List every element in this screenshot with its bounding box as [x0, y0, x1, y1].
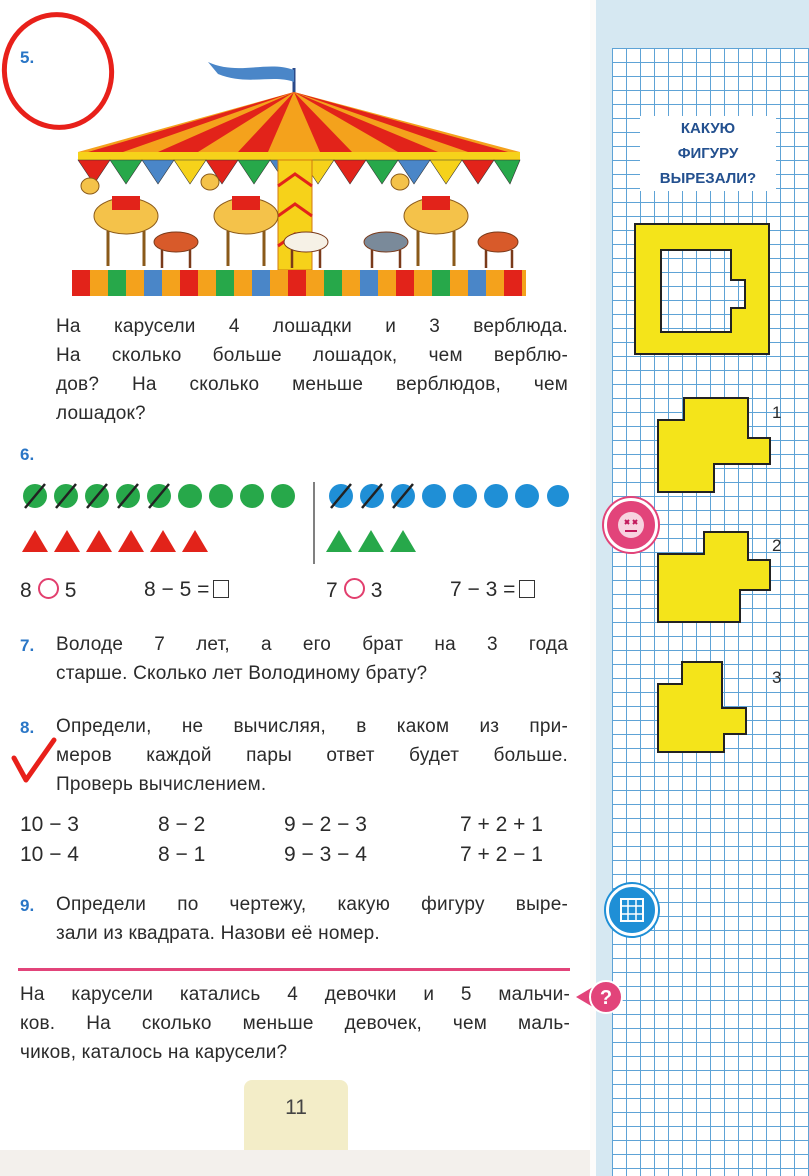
task-5-line-3: дов? На сколько меньше верблюдов, чем — [56, 374, 568, 395]
task-6-left-b: 5 — [64, 579, 77, 602]
bonus-line-2: ков. На сколько меньше девочек, чем маль- — [20, 1013, 570, 1034]
bonus-task-text — [20, 980, 570, 1067]
task-6-right-a: 7 — [326, 579, 338, 602]
task-7-text — [56, 630, 568, 688]
compare-circle[interactable] — [38, 578, 59, 599]
answer-box[interactable] — [519, 580, 535, 598]
page-number-tab — [244, 1080, 348, 1150]
example: 8 − 2 — [158, 813, 206, 836]
example: 7 + 2 − 1 — [460, 843, 543, 866]
task-9-text — [56, 890, 568, 948]
task-6-number: 6. — [20, 445, 35, 464]
task-6-left-compare — [20, 578, 76, 603]
shape-option-2 — [656, 530, 774, 624]
bonus-line-1: На карусели катались 4 девочки и 5 мальчи- — [20, 984, 570, 1005]
shape-option-1 — [656, 396, 774, 494]
task-6-left-a: 8 — [20, 579, 32, 602]
task-8-text — [56, 712, 568, 799]
sidebar-title-line: КАКУЮ — [680, 120, 736, 137]
handwritten-check-mark — [10, 736, 58, 786]
carousel-illustration — [68, 56, 530, 306]
task-6-figure — [18, 478, 570, 564]
task-7-line-1: Володе 7 лет, а его брат на 3 года — [56, 634, 568, 655]
task-8-line-3: Проверь вычислением. — [56, 774, 267, 795]
example-col-3 — [284, 810, 414, 870]
sidebar-title-line: ФИГУРУ — [677, 145, 739, 162]
grid-icon[interactable] — [606, 884, 658, 936]
example: 9 − 3 − 4 — [284, 843, 367, 866]
bonus-line-3: чиков, каталось на карусели? — [20, 1042, 288, 1063]
task-9-number: 9. — [20, 896, 35, 915]
question-marker-icon[interactable] — [574, 972, 626, 1022]
task-6-right-compare — [326, 578, 382, 603]
task-9-line-2: зали из квадрата. Назови её номер. — [56, 923, 380, 944]
shape-option-3 — [656, 660, 750, 754]
example: 10 − 3 — [20, 813, 79, 836]
task-5-number: 5. — [20, 48, 35, 67]
task-6-right-equation — [450, 578, 535, 602]
example-col-2 — [158, 810, 258, 870]
sidebar-title-line: ВЫРЕЗАЛИ? — [659, 170, 757, 187]
question-mark: ? — [599, 987, 613, 1009]
example: 7 + 2 + 1 — [460, 813, 543, 836]
task-6-left-equation-text: 8 − 5 = — [144, 578, 210, 601]
task-6-right-equation-text: 7 − 3 = — [450, 578, 516, 601]
task-9-line-1: Определи по чертежу, какую фигуру выре- — [56, 894, 568, 915]
task-7-number: 7. — [20, 636, 35, 655]
task-6-left-equation — [144, 578, 229, 602]
example: 9 − 2 − 3 — [284, 813, 367, 836]
answer-box[interactable] — [213, 580, 229, 598]
task-5-line-4: лошадок? — [56, 403, 146, 424]
page-bottom-edge — [0, 1150, 590, 1176]
task-8-line-1: Определи, не вычисляя, в каком из при- — [56, 716, 568, 737]
task-8-number: 8. — [20, 718, 35, 737]
task-5-line-2: На сколько больше лошадок, чем верблю- — [56, 345, 568, 366]
task-8-line-2: меров каждой пары ответ будет больше. — [56, 745, 568, 766]
page-number: 11 — [285, 1096, 307, 1119]
bonus-divider — [18, 968, 570, 971]
task-5-text — [56, 312, 568, 428]
shape-label-1: 1 — [772, 403, 782, 422]
example: 8 − 1 — [158, 843, 206, 866]
cut-square-figure — [633, 222, 771, 356]
brain-puzzle-icon[interactable] — [604, 498, 658, 552]
shape-label-3: 3 — [772, 668, 782, 687]
shape-label-2: 2 — [772, 536, 782, 555]
task-5-line-1: На карусели 4 лошадки и 3 верблюда. — [56, 316, 568, 337]
task-6-right-b: 3 — [370, 579, 383, 602]
example-col-1 — [20, 810, 120, 870]
example: 10 − 4 — [20, 843, 79, 866]
task-7-line-2: старше. Сколько лет Володиному брату? — [56, 663, 428, 684]
compare-circle[interactable] — [344, 578, 365, 599]
sidebar-title — [640, 116, 776, 191]
example-col-4 — [460, 810, 590, 870]
